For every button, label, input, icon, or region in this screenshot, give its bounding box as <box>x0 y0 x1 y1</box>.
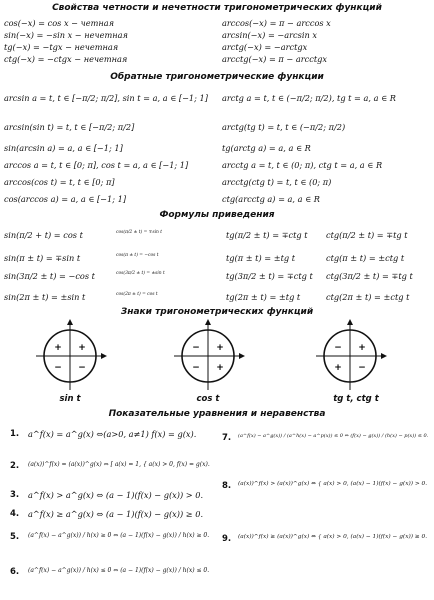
cos-q2: − <box>192 343 200 353</box>
reduction-r4-c4: ctg(2π ± t) = ±ctg t <box>326 292 410 302</box>
tg-q2: − <box>334 343 342 353</box>
sin-q1: + <box>78 343 86 353</box>
cos-q4: + <box>216 363 224 373</box>
exp-item-7: (a^f(x) − a^g(x)) / (a^h(x) − a^p(x)) ≤ 0 ⇔ (f(x) − g(x)) / (h(x) − p(x)) ≤ 0. <box>238 433 429 439</box>
inverse-left-1: arcsin a = t, t ∈ [−π/2; π/2], sin t = a, a ∈ [−1; 1] <box>4 93 208 103</box>
cos-caption: cos t <box>196 394 220 404</box>
reduction-r4-c3: tg(2π ± t) = ±tg t <box>226 292 301 302</box>
signs-heading: Знаки тригонометрических функций <box>120 307 314 317</box>
item-number-7: 7. <box>222 433 232 443</box>
parity-right-2: arcsin(−x) = −arcsin x <box>222 30 317 40</box>
reduction-r2-c3: tg(π ± t) = ±tg t <box>226 253 296 263</box>
reduction-r3-c3: tg(3π/2 ± t) = ∓ctg t <box>226 271 313 281</box>
cos-q3: − <box>192 363 200 373</box>
reduction-r3-c1: sin(3π/2 ± t) = −cos t <box>4 271 95 281</box>
inverse-left-5: arccos(cos t) = t, t ∈ [0; π] <box>4 177 115 187</box>
inverse-right-6: ctg(arcctg a) = a, a ∈ R <box>222 194 320 204</box>
reduction-r1-c2: cos(π/2 ± t) = ∓sin t <box>116 230 162 235</box>
reduction-r2-c1: sin(π ± t) = ∓sin t <box>4 253 81 263</box>
tg-q3: + <box>334 363 342 373</box>
exp-item-8: (a(x))^f(x) > (a(x))^g(x) ⇔ { a(x) > 0, (a(x) − 1)(f(x) − g(x)) > 0. <box>238 481 428 487</box>
parity-right-3: arctg(−x) = −arctgx <box>222 42 308 52</box>
item-number-3: 3. <box>10 490 20 500</box>
tg-ctg-caption: tg t, ctg t <box>333 394 379 404</box>
reduction-r2-c4: ctg(π ± t) = ±ctg t <box>326 253 405 263</box>
item-number-9: 9. <box>222 534 232 544</box>
reduction-r1-c3: tg(π/2 ± t) = ∓ctg t <box>226 230 308 240</box>
reduction-r1-c1: sin(π/2 + t) = cos t <box>4 230 83 240</box>
reduction-r4-c2: cos(2π ± t) = cos t <box>116 292 158 297</box>
inverse-right-5: arcctg(ctg t) = t, t ∈ (0; π) <box>222 177 332 187</box>
sin-q3: − <box>54 363 62 373</box>
inverse-left-4: arccos a = t, t ∈ [0; π], cos t = a, a ∈ [−1; 1] <box>4 160 189 170</box>
reduction-r1-c4: ctg(π/2 ± t) = ∓tg t <box>326 230 408 240</box>
sign-circles <box>0 318 434 404</box>
inverse-right-3: tg(arctg a) = a, a ∈ R <box>222 143 311 153</box>
inverse-left-3: sin(arcsin a) = a, a ∈ [−1; 1] <box>4 143 123 153</box>
item-number-2: 2. <box>10 461 20 471</box>
reduction-heading: Формулы приведения <box>159 210 275 220</box>
exp-item-5: (a^f(x) − a^g(x)) / h(x) ≥ 0 ⇔ (a − 1)(f(x) − g(x)) / h(x) ≥ 0. <box>28 532 210 539</box>
tg-q1: + <box>358 343 366 353</box>
exp-item-6: (a^f(x) − a^g(x)) / h(x) ≤ 0 ⇔ (a − 1)(f(x) − g(x)) / h(x) ≤ 0. <box>28 567 210 574</box>
reduction-r3-c2: cos(3π/2 ± t) = ±sin t <box>116 271 165 276</box>
sin-q2: + <box>54 343 62 353</box>
exp-item-3: a^f(x) > a^g(x) ⇔ (a − 1)(f(x) − g(x)) > 0. <box>28 490 204 500</box>
parity-right-1: arccos(−x) = π − arccos x <box>222 18 331 28</box>
cos-circle <box>174 320 244 390</box>
exp-item-4: a^f(x) ≥ a^g(x) ⇔ (a − 1)(f(x) − g(x)) ≥ 0. <box>28 509 204 519</box>
item-number-8: 8. <box>222 481 232 491</box>
inverse-left-2: arcsin(sin t) = t, t ∈ [−π/2; π/2] <box>4 122 135 132</box>
exp-item-1: a^f(x) = a^g(x) ⇔(a>0, a≠1) f(x) = g(x). <box>28 429 197 439</box>
inverse-left-6: cos(arccos a) = a, a ∈ [−1; 1] <box>4 194 127 204</box>
inverse-right-4: arcctg a = t, t ∈ (0; π), ctg t = a, a ∈ R <box>222 160 383 170</box>
parity-left-3: tg(−x) = −tgx − нечетная <box>4 42 119 52</box>
parity-left-2: sin(−x) = −sin x − нечетная <box>4 30 128 40</box>
exponential-heading: Показательные уравнения и неравенства <box>108 409 326 419</box>
parity-heading: Свойства четности и нечетности тригонометрических функций <box>52 3 382 13</box>
item-number-5: 5. <box>10 532 20 542</box>
sin-caption: sin t <box>59 394 81 404</box>
parity-left-1: cos(−x) = cos x − четная <box>4 18 115 28</box>
sin-circle <box>36 320 106 390</box>
tg-circle <box>316 320 386 390</box>
parity-right-4: arcctg(−x) = π − arcctgx <box>222 54 327 64</box>
reduction-r2-c2: cos(π ± t) = −cos t <box>116 253 159 258</box>
item-number-4: 4. <box>10 509 20 519</box>
item-number-1: 1. <box>10 429 20 439</box>
inverse-right-1: arctg a = t, t ∈ (−π/2; π/2), tg t = a, a ∈ R <box>222 93 396 103</box>
item-number-6: 6. <box>10 567 20 577</box>
parity-left-4: ctg(−x) = −ctgx − нечетная <box>4 54 128 64</box>
inverse-right-2: arctg(tg t) = t, t ∈ (−π/2; π/2) <box>222 122 346 132</box>
inverse-heading: Обратные тригонометрические функции <box>110 72 324 82</box>
exp-item-9: (a(x))^f(x) ≥ (a(x))^g(x) ⇔ { a(x) > 0, (a(x) − 1)(f(x) − g(x)) ≥ 0. <box>238 534 428 540</box>
reduction-r3-c4: ctg(3π/2 ± t) = ∓tg t <box>326 271 413 281</box>
cos-q1: + <box>216 343 224 353</box>
exp-item-2: (a(x))^f(x) = (a(x))^g(x) ⇔ [ a(x) = 1, { a(x) > 0, f(x) = g(x). <box>28 461 210 468</box>
sin-q4: − <box>78 363 86 373</box>
tg-q4: − <box>358 363 366 373</box>
reduction-r4-c1: sin(2π ± t) = ±sin t <box>4 292 86 302</box>
